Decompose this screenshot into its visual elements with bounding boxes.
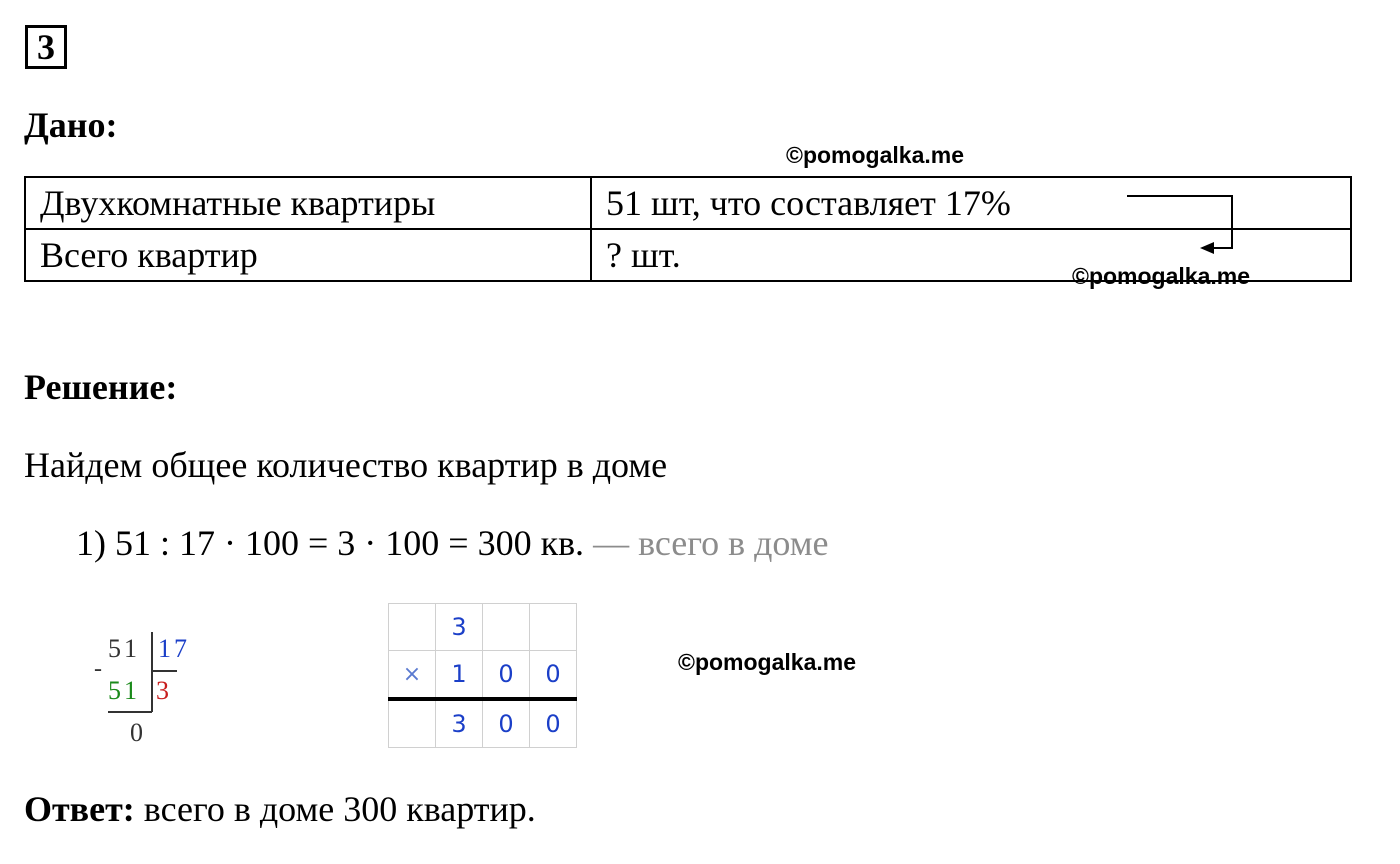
grid-cell: 3 — [436, 699, 483, 748]
answer-label: Ответ: — [24, 789, 135, 829]
table-row — [389, 699, 577, 748]
grid-cell — [389, 699, 436, 748]
watermark: ©pomogalka.me — [678, 649, 856, 675]
grid-cell: 0 — [530, 651, 577, 700]
grid-cell — [389, 604, 436, 651]
answer — [24, 788, 536, 830]
quotient: 3 — [156, 676, 169, 705]
table-row — [389, 604, 577, 651]
step-expression: 1) 51 : 17 · 100 = 3 · 100 = 300 кв. — [76, 523, 585, 563]
subtrahend: 51 — [108, 676, 140, 705]
grid-cell — [483, 604, 530, 651]
solution-intro: Найдем общее количество квартир в доме — [24, 445, 668, 485]
grid-cell: 3 — [436, 604, 483, 651]
given-value-cell: ? шт. — [591, 229, 1351, 281]
grid-cell: 0 — [530, 699, 577, 748]
solution-step — [76, 522, 829, 564]
given-heading: Дано: — [24, 105, 118, 145]
grid-cell: 1 — [436, 651, 483, 700]
given-label-cell: Всего квартир — [25, 229, 591, 281]
given-label-cell: Двухкомнатные квартиры — [25, 177, 591, 229]
dividend: 51 — [108, 634, 140, 663]
division-divisor-line — [151, 670, 177, 672]
watermark: ©pomogalka.me — [786, 142, 964, 168]
solution-heading: Решение: — [24, 367, 178, 407]
multiplication-grid — [388, 603, 577, 748]
grid-cell: 0 — [483, 651, 530, 700]
watermark: ©pomogalka.me — [1072, 263, 1250, 289]
remainder: 0 — [130, 718, 143, 747]
grid-cell: 0 — [483, 699, 530, 748]
grid-cell — [530, 604, 577, 651]
step-comment: — всего в доме — [593, 523, 829, 563]
minus-sign: - — [94, 656, 102, 682]
division-vertical-line — [151, 632, 153, 712]
given-value-cell: 51 шт, что составляет 17% — [591, 177, 1351, 229]
multiply-operator: × — [389, 651, 436, 700]
divisor: 17 — [158, 634, 190, 663]
division-subtract-line — [108, 711, 152, 713]
arrow-connector — [1120, 185, 1250, 265]
table-row — [389, 651, 577, 700]
long-division — [90, 630, 210, 750]
task-number: 3 — [25, 25, 67, 69]
answer-text: всего в доме 300 квартир. — [134, 789, 536, 829]
